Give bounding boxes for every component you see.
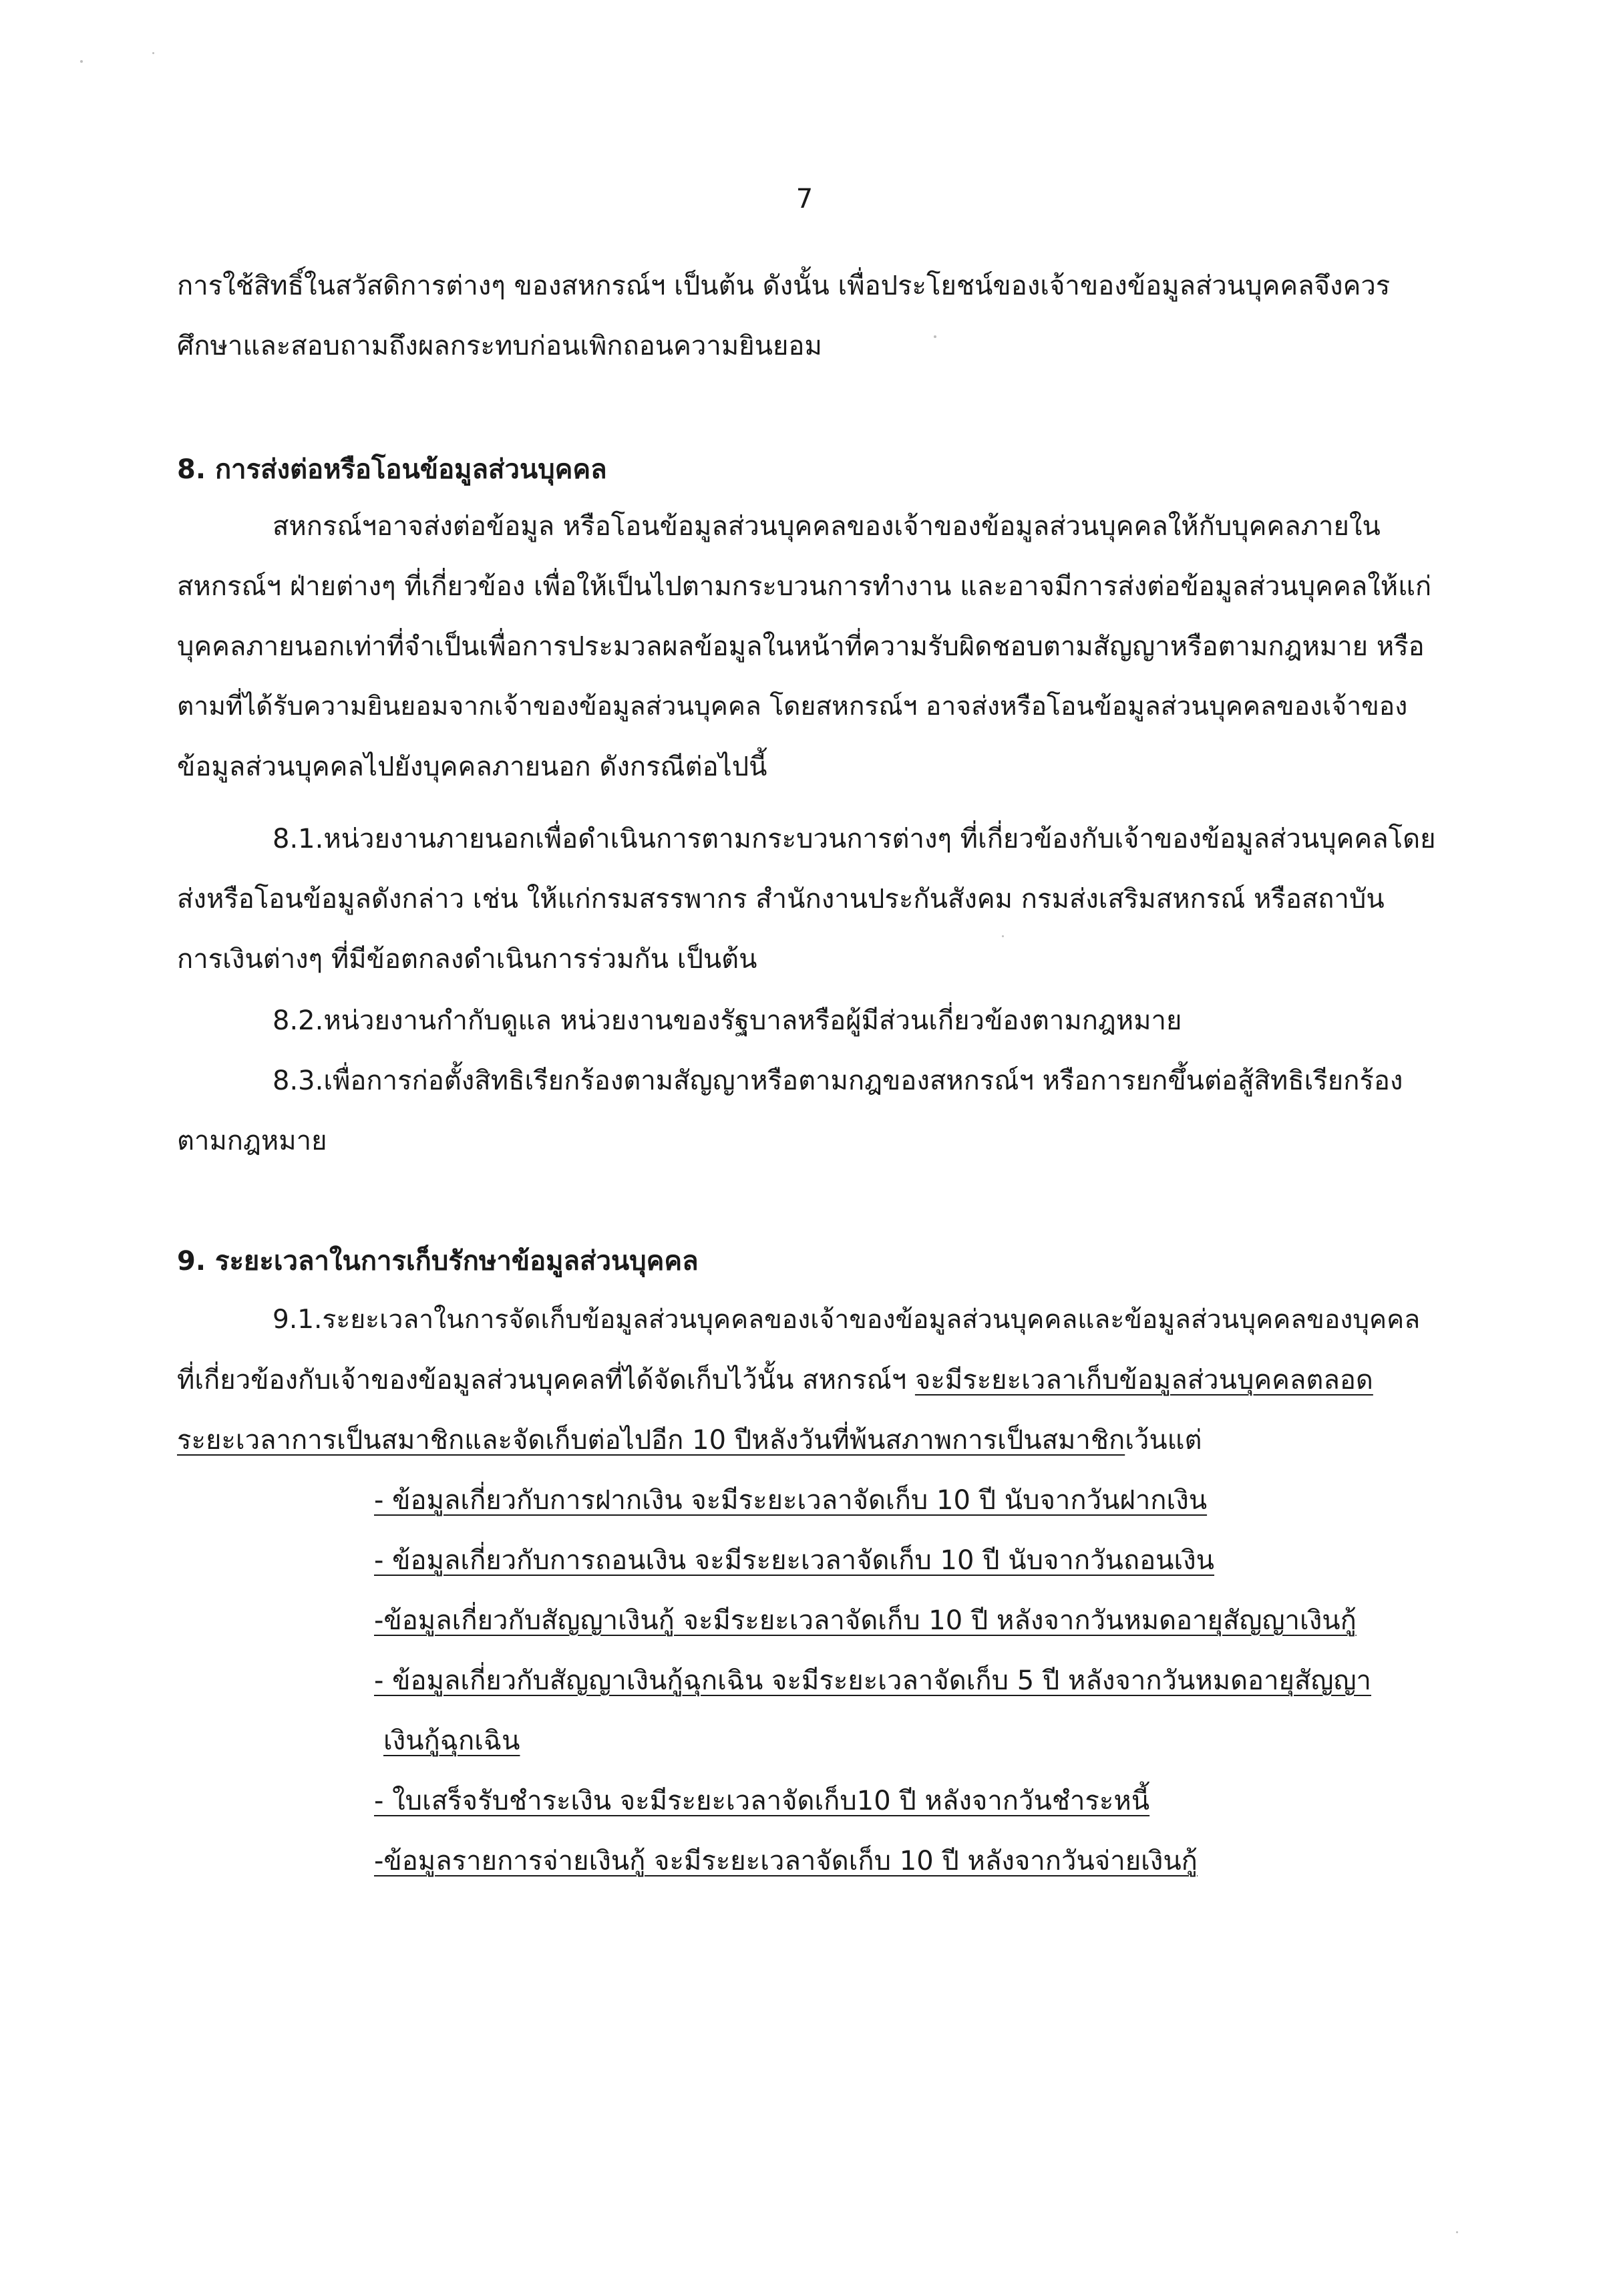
section-8-para-line: สหกรณ์ฯ ฝ่ายต่างๆ ที่เกี่ยวข้อง เพื่อให้เป็นไปตามกระบวนการทำงาน และอาจมีการส่งต่อข้อมูลส่วนบุคคลให้แก่ xyxy=(177,571,1432,602)
scan-speck xyxy=(152,52,154,54)
section-8-3-line: 8.3.เพื่อการก่อตั้งสิทธิเรียกร้องตามสัญญาหรือตามกฎของสหกรณ์ฯ หรือการยกขึ้นต่อสู้สิทธิเรียกร้อง xyxy=(273,1065,1403,1096)
scan-speck xyxy=(1002,935,1004,937)
retention-item: -ข้อมูลเกี่ยวกับสัญญาเงินกู้ จะมีระยะเวลาจัดเก็บ 10 ปี หลังจากวันหมดอายุสัญญาเงินกู้ xyxy=(374,1605,1357,1636)
section-9-1-line: 9.1.ระยะเวลาในการจัดเก็บข้อมูลส่วนบุคคลของเจ้าของข้อมูลส่วนบุคคลและข้อมูลส่วนบุคคลของบุคคล xyxy=(273,1305,1421,1335)
section-8-para-line: บุคคลภายนอกเท่าที่จำเป็นเพื่อการประมวลผลข้อมูลในหน้าที่ความรับผิดชอบตามสัญญาหรือตามกฎหมาย หรือ xyxy=(177,631,1425,662)
section-9-1-underlined-text: จะมีระยะเวลาเก็บข้อมูลส่วนบุคคลตลอด xyxy=(914,1365,1373,1396)
intro-line-1: การใช้สิทธิ์ในสวัสดิการต่างๆ ของสหกรณ์ฯ เป็นต้น ดังนั้น เพื่อประโยชน์ของเจ้าของข้อมูลส่วนบุคคลจึงควร xyxy=(177,271,1391,301)
scan-speck xyxy=(1456,2231,1458,2233)
section-8-para-line: ข้อมูลส่วนบุคคลไปยังบุคคลภายนอก ดังกรณีต่อไปนี้ xyxy=(177,752,767,782)
section-9-1-plain-text: ที่เกี่ยวข้องกับเจ้าของข้อมูลส่วนบุคคลที่ได้จัดเก็บไว้นั้น สหกรณ์ฯ xyxy=(177,1365,915,1396)
page-number: 7 xyxy=(795,184,814,214)
retention-item: - ใบเสร็จรับชำระเงิน จะมีระยะเวลาจัดเก็บ10 ปี หลังจากวันชำระหนี้ xyxy=(374,1786,1150,1816)
section-8-para-line: ตามที่ได้รับความยินยอมจากเจ้าของข้อมูลส่วนบุคคล โดยสหกรณ์ฯ อาจส่งหรือโอนข้อมูลส่วนบุคคลของเจ้าของ xyxy=(177,691,1408,721)
retention-item: -ข้อมูลรายการจ่ายเงินกู้ จะมีระยะเวลาจัดเก็บ 10 ปี หลังจากวันจ่ายเงินกู้ xyxy=(374,1846,1198,1876)
section-9-1-plain-text: เว้นแต่ xyxy=(1125,1425,1202,1456)
section-8-1-line: ส่งหรือโอนข้อมูลดังกล่าว เช่น ให้แก่กรมสรรพากร สำนักงานประกันสังคม กรมส่งเสริมสหกรณ์ หรือสถาบัน xyxy=(177,884,1385,915)
section-8-para-line: สหกรณ์ฯอาจส่งต่อข้อมูล หรือโอนข้อมูลส่วนบุคคลของเจ้าของข้อมูลส่วนบุคคลให้กับบุคคลภายใน xyxy=(273,511,1381,542)
section-9-1-underlined-text: ระยะเวลาการเป็นสมาชิกและจัดเก็บต่อไปอีก 10 ปีหลังวันที่พ้นสภาพการเป็นสมาชิก xyxy=(177,1425,1125,1456)
intro-line-2: ศึกษาและสอบถามถึงผลกระทบก่อนเพิกถอนความยินยอม xyxy=(177,331,822,361)
section-8-3-line: ตามกฎหมาย xyxy=(177,1126,327,1156)
section-9-1-line xyxy=(177,1422,1202,1459)
retention-item: - ข้อมูลเกี่ยวกับสัญญาเงินกู้ฉุกเฉิน จะมีระยะเวลาจัดเก็บ 5 ปี หลังจากวันหมดอายุสัญญา xyxy=(374,1665,1372,1696)
section-9-1-line xyxy=(177,1361,1373,1399)
section-8-heading: 8. การส่งต่อหรือโอนข้อมูลส่วนบุคคล xyxy=(177,454,607,485)
section-8-1-line: การเงินต่างๆ ที่มีข้อตกลงดำเนินการร่วมกัน เป็นต้น xyxy=(177,944,757,975)
section-8-1-line: 8.1.หน่วยงานภายนอกเพื่อดำเนินการตามกระบวนการต่างๆ ที่เกี่ยวข้องกับเจ้าของข้อมูลส่วนบุคคลโดย xyxy=(273,824,1436,854)
section-9-heading: 9. ระยะเวลาในการเก็บรักษาข้อมูลส่วนบุคคล xyxy=(177,1246,699,1277)
scan-speck xyxy=(80,60,83,63)
section-8-2-line: 8.2.หน่วยงานกำกับดูแล หน่วยงานของรัฐบาลหรือผู้มีส่วนเกี่ยวข้องตามกฎหมาย xyxy=(273,1005,1182,1036)
retention-item-continued: เงินกู้ฉุกเฉิน xyxy=(383,1726,520,1756)
retention-item: - ข้อมูลเกี่ยวกับการฝากเงิน จะมีระยะเวลาจัดเก็บ 10 ปี นับจากวันฝากเงิน xyxy=(374,1485,1208,1516)
retention-item: - ข้อมูลเกี่ยวกับการถอนเงิน จะมีระยะเวลาจัดเก็บ 10 ปี นับจากวันถอนเงิน xyxy=(374,1545,1215,1576)
scan-speck xyxy=(934,335,936,338)
